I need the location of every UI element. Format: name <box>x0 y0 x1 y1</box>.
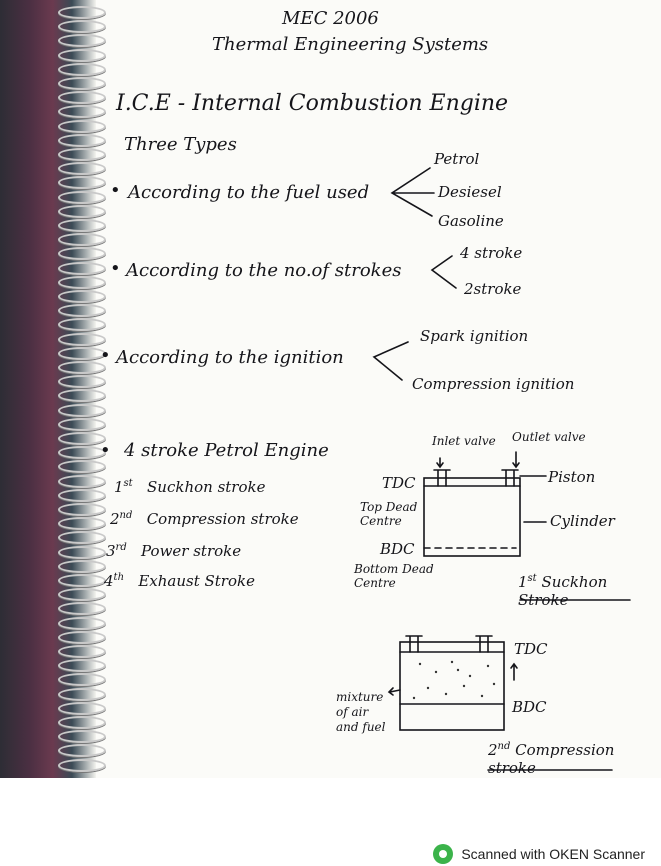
tdc-arrow-2 <box>511 664 517 680</box>
scanner-text: Scanned with OKEN Scanner <box>461 846 645 862</box>
cylinder-label: Cylinder <box>550 512 615 530</box>
mixture-arrow <box>389 688 400 695</box>
strokes-bracket <box>432 256 456 288</box>
oken-logo-icon <box>433 844 453 864</box>
strokes-option-4: 4 stroke <box>460 244 523 262</box>
ignition-option-compression: Compression ignition <box>412 375 575 393</box>
piston-label: Piston <box>548 468 596 486</box>
stroke-item-4: 4th Exhaust Stroke <box>104 572 255 590</box>
types-label: Three Types <box>124 134 237 155</box>
bdc-full-label: Bottom Dead Centre <box>354 562 434 590</box>
valve-2b <box>476 636 492 652</box>
diagram2-caption: 2nd Compression stroke <box>488 741 615 777</box>
fuel-option-diesel: Desiesel <box>438 183 502 201</box>
inlet-valve-label: Inlet valve <box>432 434 496 448</box>
scan-footer <box>0 778 661 866</box>
outlet-arrow <box>513 452 519 467</box>
inlet-arrow <box>437 458 443 467</box>
fuel-label: According to the fuel used <box>128 182 370 203</box>
cylinder-1 <box>424 478 520 556</box>
strokes-option-2: 2stroke <box>464 280 522 298</box>
engine-bullet: • <box>100 440 111 461</box>
engine-title: 4 stroke Petrol Engine <box>124 440 329 461</box>
mixture-label: mixture of air and fuel <box>336 690 386 734</box>
ice-heading: I.C.E - Internal Combustion Engine <box>116 91 509 116</box>
strokes-bullet: • <box>110 258 121 279</box>
ignition-bracket <box>374 342 408 380</box>
fuel-bullet: • <box>110 180 121 201</box>
fuel-option-gasoline: Gasoline <box>438 212 504 230</box>
strokes-label: According to the no.of strokes <box>126 260 402 281</box>
stroke-item-1: 1st Suckhon stroke <box>114 478 266 496</box>
ignition-bullet: • <box>100 345 111 366</box>
course-title: Thermal Engineering Systems <box>212 34 489 55</box>
tdc-label-2: TDC <box>514 640 548 658</box>
course-code: MEC 2006 <box>282 8 379 29</box>
fuel-brace <box>392 168 434 216</box>
ignition-option-spark: Spark ignition <box>420 327 529 345</box>
fuel-option-petrol: Petrol <box>434 150 480 168</box>
stroke-item-3: 3rd Power stroke <box>106 542 242 560</box>
bdc-label-2: BDC <box>512 698 547 716</box>
stroke-item-2: 2nd Compression stroke <box>110 510 299 528</box>
mixture-dots <box>413 661 495 699</box>
ignition-label: According to the ignition <box>116 347 344 368</box>
tdc-label-1: TDC <box>382 474 416 492</box>
outlet-valve-label: Outlet valve <box>512 430 586 444</box>
bdc-label-1: BDC <box>380 540 415 558</box>
scanner-watermark <box>433 844 645 864</box>
cylinder-2 <box>400 642 504 730</box>
valve-2a <box>406 636 422 652</box>
diagram1-caption: 1st Suckhon Stroke <box>518 573 608 609</box>
tdc-full-label: Top Dead Centre <box>360 500 418 528</box>
